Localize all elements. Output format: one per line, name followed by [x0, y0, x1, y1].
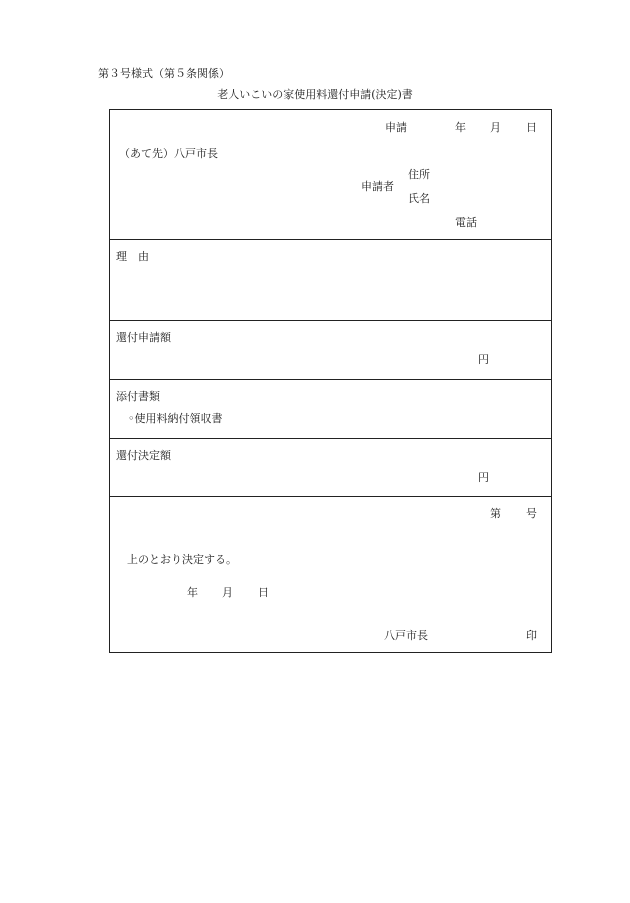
decision-section — [110, 497, 551, 652]
address-label: 住所 — [408, 168, 430, 181]
reason-label: 理 由 — [116, 250, 149, 263]
application-form — [109, 109, 552, 653]
mayor-title: 八戸市長 — [384, 629, 428, 642]
seal-mark: 印 — [526, 629, 537, 642]
decision-day-label: 日 — [258, 586, 269, 599]
refund-request-yen: 円 — [478, 353, 489, 366]
apply-date-label: 申請 — [385, 121, 407, 134]
decision-year-label: 年 — [187, 586, 198, 599]
phone-label: 電話 — [455, 216, 477, 229]
apply-year-label: 年 — [455, 121, 466, 134]
form-number: 第３号様式（第５条関係） — [98, 67, 230, 80]
refund-decision-yen: 円 — [478, 471, 489, 484]
addressee: （あて先）八戸市長 — [119, 147, 218, 160]
name-label: 氏名 — [408, 192, 430, 205]
decision-statement: 上のとおり決定する。 — [127, 553, 237, 566]
attachment-item: ◦使用料納付領収書 — [128, 412, 223, 425]
decision-number-dai: 第 — [490, 507, 501, 520]
reason-section — [110, 240, 551, 320]
document-title: 老人いこいの家使用料還付申請(決定)書 — [217, 88, 413, 101]
applicant-section — [110, 110, 551, 239]
refund-decision-section — [110, 439, 551, 496]
refund-decision-label: 還付決定額 — [116, 449, 171, 462]
refund-request-section — [110, 321, 551, 379]
apply-day-label: 日 — [526, 121, 537, 134]
decision-month-label: 月 — [222, 586, 233, 599]
attachments-section — [110, 380, 551, 438]
applicant-label: 申請者 — [361, 180, 394, 193]
decision-number-go: 号 — [526, 507, 537, 520]
refund-request-label: 還付申請額 — [116, 331, 171, 344]
attachments-label: 添付書類 — [116, 390, 160, 403]
apply-month-label: 月 — [490, 121, 501, 134]
